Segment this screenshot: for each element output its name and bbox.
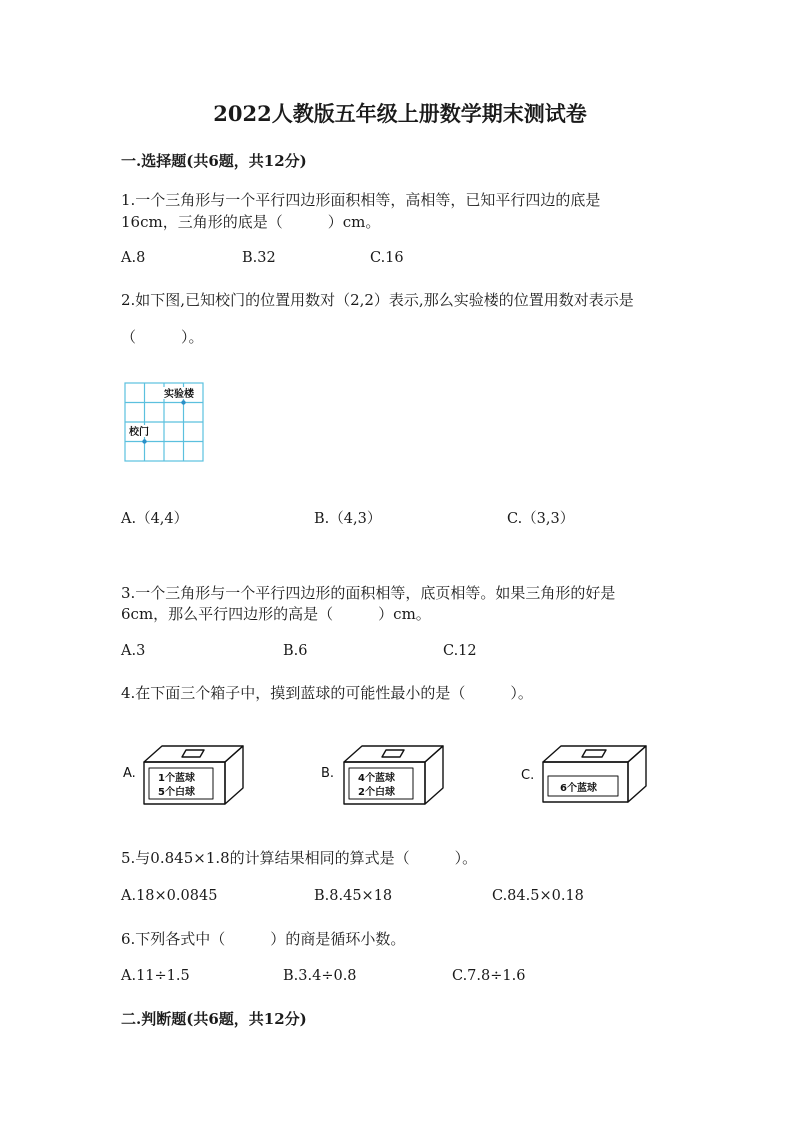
box-c-line-1: 6个蓝球 (560, 783, 597, 794)
question-1-line-1: 1.一个三角形与一个平行四边形面积相等，高相等，已知平行四边的底是 (121, 191, 601, 209)
page-title: 2022人教版五年级上册数学期末测试卷 (213, 101, 587, 126)
box-c-letter: C. (521, 768, 535, 783)
question-4-line-1: 4.在下面三个箱子中，摸到蓝球的可能性最小的是（ ）。 (121, 684, 533, 702)
question-6-line-1: 6.下列各式中（ ）的商是循环小数。 (121, 930, 406, 948)
grid-figure (118, 378, 218, 468)
q2-option-c: C.（3,3） (507, 511, 575, 527)
box-a-line-2: 5个白球 (158, 787, 195, 798)
q1-option-c: C.16 (370, 250, 404, 266)
box-b-line-2: 2个白球 (358, 787, 395, 798)
q6-option-a: A.11÷1.5 (121, 968, 190, 984)
q6-option-c: C.7.8÷1.6 (452, 968, 526, 984)
box-b-figure (318, 740, 453, 810)
q5-option-c: C.84.5×0.18 (492, 888, 584, 904)
q3-option-b: B.6 (283, 643, 308, 659)
question-3-line-2: 6cm，那么平行四边形的高是（ ）cm。 (121, 605, 431, 623)
question-2-line-2: （ ）。 (121, 328, 204, 346)
box-a-figure (118, 740, 253, 810)
box-a-letter: A. (123, 766, 136, 781)
q5-option-b: B.8.45×18 (314, 888, 393, 904)
question-3-line-1: 3.一个三角形与一个平行四边形的面积相等，底页相等。如果三角形的好是 (121, 584, 616, 602)
gate-label: 校门 (129, 427, 149, 438)
q1-option-b: B.32 (242, 250, 276, 266)
q5-option-a: A.18×0.0845 (121, 888, 218, 904)
section-heading-judgment: 二.判断题(共6题，共12分) (121, 1010, 307, 1028)
q1-option-a: A.8 (121, 250, 146, 266)
q3-option-c: C.12 (443, 643, 477, 659)
question-5-line-1: 5.与0.845×1.8的计算结果相同的算式是（ ）。 (121, 849, 478, 867)
question-1-line-2: 16cm，三角形的底是（ ）cm。 (121, 213, 381, 231)
q2-option-b: B.（4,3） (314, 511, 382, 527)
q6-option-b: B.3.4÷0.8 (283, 968, 357, 984)
section-heading-choice: 一.选择题(共6题，共12分) (121, 152, 307, 170)
gate-point (142, 439, 146, 443)
box-b-line-1: 4个蓝球 (358, 773, 395, 784)
box-b-letter: B. (321, 766, 335, 781)
lab-label: 实验楼 (164, 389, 194, 400)
question-2-line-1: 2.如下图,已知校门的位置用数对（2,2）表示,那么实验楼的位置用数对表示是 (121, 291, 634, 309)
lab-point (181, 400, 185, 404)
box-a-line-1: 1个蓝球 (158, 773, 195, 784)
q3-option-a: A.3 (121, 643, 146, 659)
box-c-figure (518, 738, 658, 808)
q2-option-a: A.（4,4） (121, 511, 189, 527)
